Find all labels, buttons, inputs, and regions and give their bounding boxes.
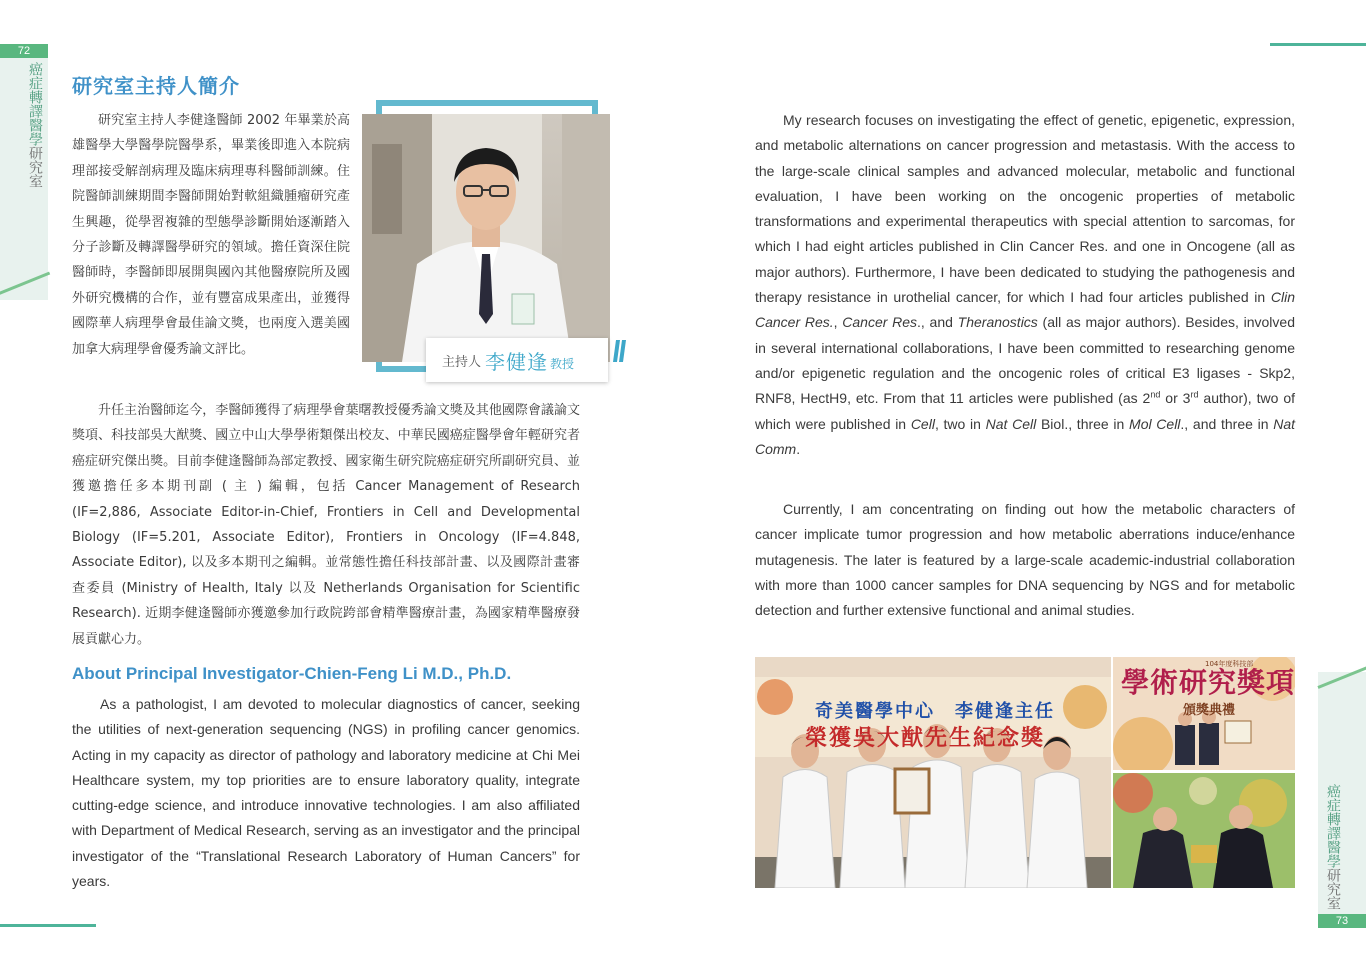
- banner-line-1: 奇美醫學中心 李健逢主任: [815, 701, 1055, 722]
- side-label-strong: 癌症轉譯醫學: [27, 62, 43, 146]
- photo-collage: [755, 657, 1295, 888]
- nameplate-title: 教授: [550, 356, 575, 371]
- section-title-en: About Principal Investigator-Chien-Feng Li M.D., Ph.D.: [72, 664, 512, 683]
- award-ceremony-photo: [1113, 657, 1295, 770]
- page-number-right: 73: [1318, 914, 1366, 928]
- nameplate-name: 李健逢: [485, 349, 549, 374]
- paragraph-en-left: As a pathologist, I am devoted to molecular diagnostics of cancer, seeking the utilities of next-generation sequencing (NGS) in profiling cancer genomics. Acting in my capacity as director of pathology and laboratory medicine at Chi Mei Healthcare system, my top priorities are to ensure laboratory quality, integrate cutting-edge science, and introduce innovative technologies. I am also affiliated with Department of Medical Research, serving as an investigator and the principal investigator of the “Translational Research Laboratory of Human Cancers” for years.: [72, 696, 580, 890]
- paragraph-zh-2: 升任主治醫師迄今，李醫師獲得了病理學會葉曙教授優秀論文獎及其他國際會議論文獎項、科技部吳大猷獎、國立中山大學學術類傑出校友、中華民國癌症醫學會年輕研究者癌症研究傑出獎。目前李健逢醫師為部定教授、國家衛生研究院癌症研究所副研究員、並獲邀擔任多本期刊副 ( 主 ) 編輯，包括 Cancer Management of Research (IF=2,886, Associate Editor-in-Chief, Frontiers in Cell and Developmental Biology (IF=5.201, Associate Editor), Frontiers in Oncology (IF=4.848, Associate Editor), 以及多本期刊之編輯。並常態性擔任科技部計畫、以及國際計畫審查委員 (Ministry of Health, Italy 以及 Netherlands Organisation for Scientific Research). 近期李健逢醫師亦獲邀參加行政院跨部會精準醫療計畫，為國家精準醫療發展貢獻心力。: [72, 403, 580, 647]
- paragraph-en-right-1: My research focuses on investigating the effect of genetic, epigenetic, expression, and metabolic alternations on cancer progression and metastasis. With the access to the large-scale clinical samples and advanced molecular, metabolic and functional evaluation, I have been working on the oncogenic properties of metabolic transformations and experimental therapeutics with special attention to sarcomas, for which I had eight articles published in Clin Cancer Res. and one in Oncogene (all as major authors). Furthermore, I have been dedicated to studying the pathogenesis and therapy resistance in urothelial cancer, for which I had four articles published in Clin Cancer Res., Cancer Res., and Theranostics (all as major authors). Besides, involved in several international collaborations, I have been committed to researching genome and/or epigenetic regulation and the oncogenic roles of critical E3 ligases - Skp2, RNF8, HectH9, etc. From that 11 articles were published (as 2nd or 3rd author), two of which were published in Cell, two in Nat Cell Biol., three in Mol Cell., and three in Nat Comm.: [755, 112, 1295, 457]
- paragraph-en-right-2: Currently, I am concentrating on finding out how the metabolic characters of cancer implicate tumor progression and how metabolic aberrations induce/enhance mutagenesis. The later is featured by a large-scale academic-industrial collaboration with more than 1000 cancer samples for DNA sequencing by NGS and for metabolic detection and further extensive functional and animal studies.: [755, 501, 1295, 619]
- side-label-strong: 癌症轉譯醫學: [1325, 784, 1341, 868]
- portrait-photo: [362, 114, 610, 362]
- award-subtitle: 頒獎典禮: [1183, 703, 1236, 718]
- portrait-block: [362, 100, 612, 382]
- banner-line-2: 榮獲吳大猷先生紀念獎: [805, 726, 1046, 751]
- award-group-photo: [755, 657, 1111, 888]
- paragraph-zh-1: 研究室主持人李健逢醫師 2002 年畢業於高雄醫學大學醫學院醫學系，畢業後即進入本院病理部接受解剖病理及臨床病理專科醫師訓練。住院醫師訓練期間李醫師開始對軟組織腫瘤研究產生興趣，從學習複雜的型態學診斷開始逐漸踏入分子診斷及轉譯醫學研究的領域。擔任資深住院醫師時，李醫師即展開與國內其他醫療院所及國外研究機構的合作，並有豐富成果產出，並獲得國際華人病理學會最佳論文獎，也兩度入選美國加拿大病理學會優秀論文評比。: [72, 113, 350, 357]
- side-label-left: [24, 62, 44, 188]
- handshake-photo: [1113, 773, 1295, 888]
- side-label-right: [1322, 784, 1342, 910]
- nameplate: [426, 338, 608, 382]
- section-title-zh: 研究室主持人簡介: [72, 74, 240, 98]
- award-top-text: 104年度科技部: [1205, 660, 1254, 668]
- award-title: 學術研究獎項: [1121, 666, 1295, 699]
- nameplate-role: 主持人: [442, 354, 482, 370]
- decor-line-bottom-left: [0, 924, 96, 927]
- side-label-light: 研究室: [27, 146, 43, 188]
- decor-slash-icon: [612, 340, 626, 362]
- decor-line-top-right: [1270, 43, 1366, 46]
- side-label-light: 研究室: [1325, 868, 1341, 910]
- page-number-left: 72: [0, 44, 48, 58]
